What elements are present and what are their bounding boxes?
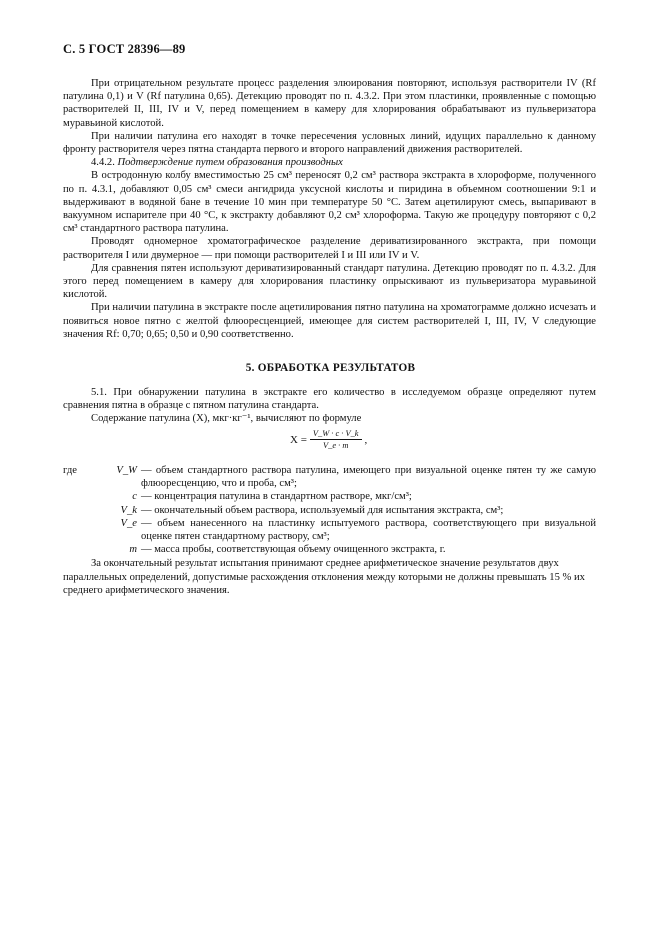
text-block-2 (63, 386, 596, 426)
paragraph-5-1: 5.1. При обнаружении патулина в экстракте его количество в исследуемом образце определяют путем сравнения пятна в образце с пятном патулина стандарта. (63, 387, 596, 412)
definition-row (63, 504, 596, 517)
paragraph-formula-intro: Содержание патулина (X), мкг·кг⁻¹, вычисляют по формуле (91, 413, 362, 425)
section-title: 5. ОБРАБОТКА РЕЗУЛЬТАТОВ (245, 362, 416, 374)
formula (290, 429, 367, 450)
paragraph-derivatization: В остродонную колбу вместимостью 25 см³ переносят 0,2 см³ раствора экстракта в хлороформе, полученного по п. 4.3.1, добавляют 0,05 см³ смеси ангидрида уксусной кислоты и пиридина в объемном соотношении 9:1 и выдерживают в водяной бане в течение 10 мин при температуре 50 °С. Затем ацетилируют смесь, выпаривают в вакуумном испарителе при 40 °С, к экстракту добавляют 0,2 см³ хлороформа. Такую же процедуру повторяют с 0,2 см³ стандартного раствора патулина. (63, 170, 596, 235)
definition-label (63, 490, 105, 503)
paragraph-separation: Проводят одномерное хроматографическое разделение дериватизированного экстракта, при помощи растворителя I или двумерное — при помощи растворителей I и III или IV и V. (63, 236, 596, 261)
formula-fraction (310, 429, 362, 450)
definition-row (63, 464, 596, 490)
text-block-1 (63, 77, 596, 341)
definition-label (63, 504, 105, 517)
formula-tail: , (364, 433, 368, 446)
paragraph-rf-values: При наличии патулина в экстракте после ацетилирования пятно патулина на хроматограмме должно исчезать и появиться новое пятно с желтой флюоресценцией, имеющее для систем растворителей I, III, IV, V следующие значения Rf: 0,70; 0,65; 0,50 и 0,90 соответственно. (63, 302, 596, 340)
definition-label: где (63, 465, 77, 476)
definition-symbol: V_e (120, 517, 137, 529)
definition-text: — объем нанесенного на пластинку испытуемого раствора, соответствующего при визуальной оценке пятен стандартному раствору, см³; (141, 517, 596, 543)
page-header: С. 5 ГОСТ 28396—89 (63, 42, 186, 56)
definitions-list (63, 464, 596, 597)
definition-label (63, 543, 105, 556)
formula-numerator: V_W · c · V_k (310, 429, 362, 440)
paragraph-final-result: За окончательный результат испытания принимают среднее арифметическое значение результатов двух параллельных определений, допустимые расхождения отклонения между которыми не должны превышать 15 % их среднего арифметического значения. (63, 558, 585, 596)
paragraph-comparison: Для сравнения пятен используют дериватизированный стандарт патулина. Детекцию проводят по п. 4.3.2. Для этого перед помещением в камеру для хлорирования пластинку опрыскивают из пульверизатора муравьиной кислотой. (63, 262, 596, 301)
definition-text: — масса пробы, соответствующая объему очищенного экстракта, г. (141, 544, 446, 556)
definition-symbol: m (129, 544, 137, 556)
definition-symbol: V_W (116, 465, 137, 476)
definition-row (63, 517, 596, 543)
definition-row (63, 543, 596, 556)
paragraph-patulin-location: При наличии патулина его находят в точке пересечения условных линий, идущих параллельно к данному фронту растворителя через пятна стандарта первого и второго направлений движения растворителей. (63, 130, 596, 156)
definition-text: — объем стандартного раствора патулина, имеющего при визуальной оценке пятен ту же самую флюоресценцию, что и проба, см³; (141, 465, 596, 490)
definition-row (63, 490, 596, 503)
definition-label (63, 517, 105, 543)
definition-symbol: c (132, 491, 137, 503)
definition-symbol: V_k (120, 504, 137, 516)
formula-lhs: X = (290, 433, 307, 446)
paragraph-repeat-elution: При отрицательном результате процесс разделения элюирования повторяют, используя растворители IV (Rf патулина 0,1) и V (Rf патулина 0,65). Детекцию проводят по п. 4.3.2. При этом пластинки, проявленные с помощью растворителей II, III, IV и V, перед помещением в камеру для хлорирования обрабатывают из пульверизатора муравьиной кислотой. (63, 78, 596, 129)
subsection-title: Подтверждение путем образования производных (117, 157, 343, 169)
definition-text: — окончательный объем раствора, используемый для испытания экстракта, см³; (141, 504, 504, 516)
subsection-heading (63, 156, 596, 169)
definition-text: — концентрация патулина в стандартном растворе, мкг/см³; (141, 491, 412, 503)
formula-denominator: V_e · m (323, 441, 349, 450)
subsection-number: 4.4.2. (91, 157, 115, 169)
